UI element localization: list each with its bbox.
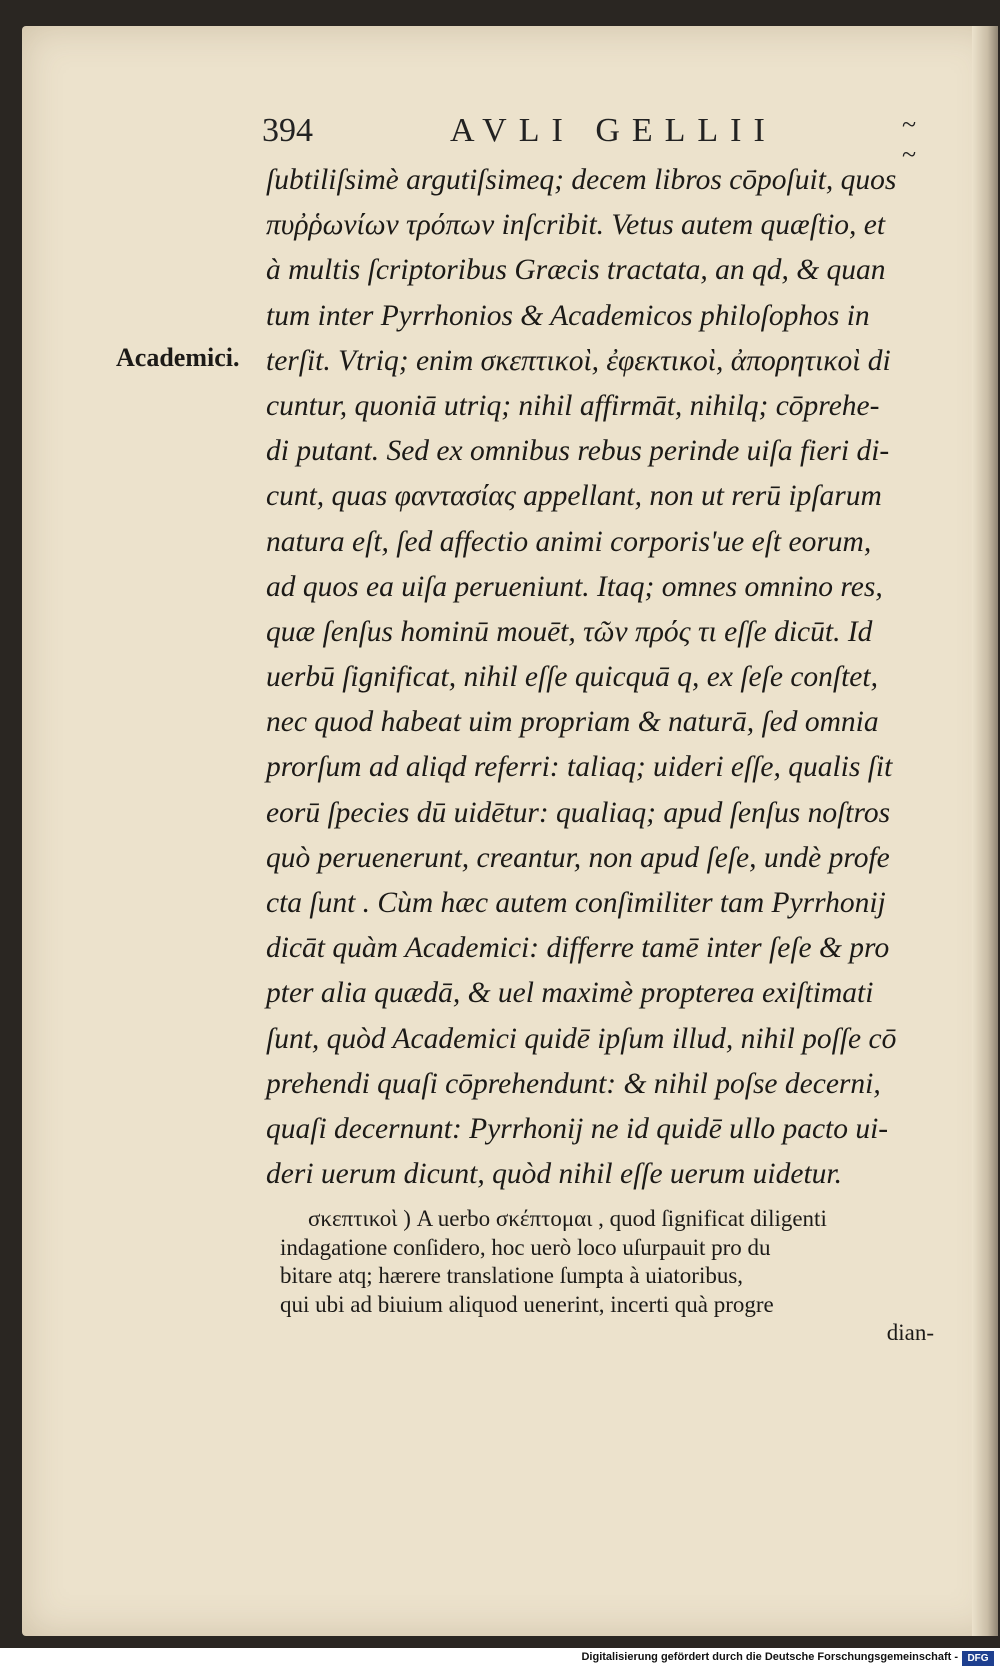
- text-line: quaſi decernunt: Pyrrhonij ne id quidē ullo pacto ui-: [266, 1112, 889, 1145]
- main-text-block: [266, 158, 966, 1197]
- commentary-line: σκεπτικοὶ ) A uerbo σκέπτομαι , quod ſignificat diligenti: [308, 1206, 827, 1231]
- commentary-line: bitare atq; hærere translatione ſumpta à uiatoribus,: [280, 1263, 744, 1289]
- text-line: nec quod habeat uim propriam & naturā, ſed omnia: [266, 706, 879, 739]
- running-head: [262, 110, 922, 169]
- header-ornament: ~ ~: [902, 110, 919, 169]
- funding-credit: Digitalisierung gefördert durch die Deutsche Forschungsgemeinschaft -: [581, 1651, 958, 1663]
- text-line: ſunt, quòd Academici quidē ipſum illud, nihil poſſe cō: [266, 1022, 897, 1055]
- text-line: di putant. Sed ex omnibus rebus perinde uiſa fieri di-: [266, 435, 890, 468]
- text-line: quò peruenerunt, creantur, non apud ſeſe, undè profe: [266, 841, 890, 874]
- text-line: prehendi quaſi cōprehendunt: & nihil poſse decerni,: [266, 1067, 881, 1100]
- margin-note: Academici.: [116, 343, 240, 372]
- text-line: prorſum ad aliqd referri: taliaq; uideri eſſe, qualis ſit: [266, 751, 893, 784]
- text-line: πυῤῥωνίων τρόπων inſcribit. Vetus autem quæſtio, et: [266, 209, 886, 242]
- text-line: uerbū ſignificat, nihil eſſe quicquā q, ex ſeſe conſtet,: [266, 661, 878, 694]
- commentary-line: qui ubi ad biuium aliquod uenerint, incerti quà progre: [280, 1291, 774, 1317]
- text-line: deri uerum dicunt, quòd nihil eſſe uerum uidetur.: [266, 1158, 842, 1191]
- text-line: pter alia quædā, & uel maximè propterea exiſtimati: [266, 977, 874, 1010]
- text-line: cunt, quas φαντασίας appellant, non ut rerū ipſarum: [266, 480, 882, 513]
- text-line: quæ ſenſus hominū mouēt, τῶν πρός τι eſſe dicūt. Id: [266, 615, 873, 648]
- text-line: terſit. Vtriq; enim σκεπτικοὶ, ἐφεκτικοὶ, ἀπορητικοὶ di: [266, 344, 891, 377]
- text-line: eorū ſpecies dū uidētur: qualiaq; apud ſenſus noſtros: [266, 796, 891, 829]
- text-line: cuntur, quoniā utriq; nihil affirmāt, nihilq; cōprehe-: [266, 389, 880, 422]
- running-title: AVLI GELLII: [450, 112, 777, 149]
- text-line: natura eſt, ſed affectio animi corporis'ue eſt eorum,: [266, 525, 872, 558]
- footer-bar: [0, 1648, 1000, 1669]
- text-line: cta ſunt . Cùm hæc autem conſimiliter tam Pyrrhonij: [266, 887, 886, 919]
- text-line: tum inter Pyrrhonios & Academicos philoſophos in: [266, 299, 870, 332]
- text-line: à multis ſcriptoribus Græcis tractata, an qd, & quan: [266, 254, 886, 287]
- text-line: dicāt quàm Academici: differre tamē inter ſeſe & pro: [266, 932, 890, 965]
- catchword: dian-: [886, 1320, 934, 1346]
- text-line: ad quos ea uiſa perueniunt. Itaq; omnes omnino res,: [266, 570, 883, 603]
- page-number: 394: [262, 112, 313, 149]
- page-edge-shadow: [972, 26, 998, 1636]
- commentary-line: indagatione conſidero, hoc uerò loco uſurpauit pro du: [280, 1234, 771, 1260]
- commentary-block: [280, 1205, 968, 1348]
- dfg-logo-icon: DFG: [962, 1651, 994, 1666]
- text-line: ſubtiliſsimè argutiſsimeq; decem libros cōpoſuit, quos: [266, 164, 897, 196]
